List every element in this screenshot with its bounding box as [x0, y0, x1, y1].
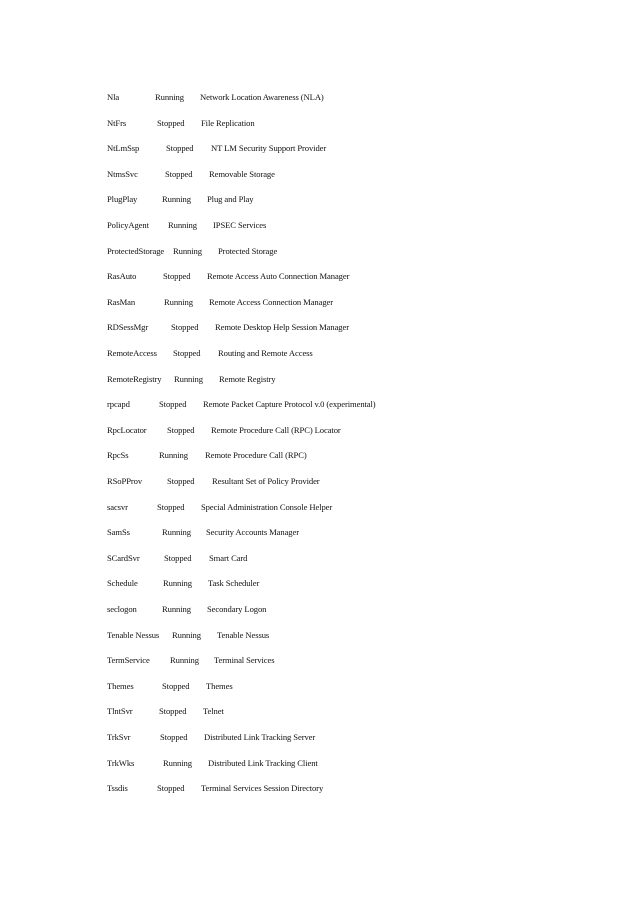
service-status: Running	[174, 373, 203, 384]
service-description: Resultant Set of Policy Provider	[212, 476, 320, 486]
service-status: Stopped	[159, 399, 187, 410]
service-status: Stopped	[165, 168, 193, 179]
service-status: Running	[164, 296, 193, 307]
service-description: Telnet	[203, 706, 224, 717]
service-name: Schedule	[107, 578, 138, 589]
service-description: NT LM Security Support Provider	[211, 143, 327, 154]
service-description: Smart Card	[209, 552, 248, 563]
service-name: RasAuto	[107, 271, 137, 282]
service-description: Removable Storage	[209, 168, 275, 179]
service-description: Terminal Services	[214, 655, 275, 666]
service-name: RDSessMgr	[107, 322, 149, 333]
service-description: Remote Access Auto Connection Manager	[207, 271, 350, 282]
service-status: Running	[155, 92, 184, 102]
service-status: Stopped	[167, 424, 195, 435]
service-name: SamSs	[107, 527, 130, 538]
service-name: RpcSs	[107, 450, 129, 461]
service-description: Remote Packet Capture Protocol v.0 (experimental)	[203, 399, 376, 410]
service-status: Stopped	[157, 501, 185, 512]
service-name: SCardSvr	[107, 552, 140, 563]
service-description: Distributed Link Tracking Server	[204, 732, 316, 742]
service-name: TrkSvr	[107, 732, 131, 742]
service-status: Stopped	[171, 322, 199, 333]
service-name: RSoPProv	[107, 476, 143, 486]
service-status: Stopped	[157, 117, 185, 128]
service-name: Themes	[107, 680, 134, 691]
service-description: Remote Procedure Call (RPC)	[205, 450, 307, 461]
service-description: Terminal Services Session Directory	[201, 783, 324, 794]
service-name: RemoteRegistry	[107, 373, 162, 384]
service-status: Stopped	[159, 706, 187, 717]
service-status: Stopped	[167, 476, 195, 486]
service-name: ProtectedStorage	[107, 245, 165, 256]
service-name: Nla	[107, 92, 120, 102]
service-description: Special Administration Console Helper	[201, 501, 333, 512]
service-status: Running	[163, 757, 192, 768]
service-description: Distributed Link Tracking Client	[208, 757, 318, 768]
service-description: Remote Registry	[219, 373, 276, 384]
service-status: Stopped	[160, 732, 188, 742]
service-name: Tssdis	[107, 783, 128, 794]
service-status: Stopped	[164, 552, 192, 563]
service-status: Running	[172, 629, 201, 640]
service-name: PolicyAgent	[107, 220, 149, 230]
service-status: Running	[162, 604, 191, 614]
service-name: Tenable Nessus	[107, 629, 160, 640]
service-description: Remote Procedure Call (RPC) Locator	[211, 424, 341, 435]
service-description: Routing and Remote Access	[218, 348, 313, 358]
service-status: Running	[168, 220, 197, 230]
service-status: Stopped	[162, 680, 190, 691]
service-status: Running	[162, 194, 191, 205]
service-name: NtFrs	[107, 117, 127, 128]
service-name: RemoteAccess	[107, 348, 157, 358]
service-status: Running	[159, 450, 188, 461]
service-status: Stopped	[166, 143, 194, 154]
service-name: NtmsSvc	[107, 168, 138, 179]
service-description: Themes	[206, 680, 233, 691]
service-description: Security Accounts Manager	[206, 527, 299, 538]
service-name: seclogon	[107, 604, 137, 614]
service-status: Stopped	[173, 348, 201, 358]
service-status: Stopped	[163, 271, 191, 282]
service-name: NtLmSsp	[107, 143, 140, 154]
service-status: Running	[163, 578, 192, 589]
service-name: RasMan	[107, 296, 136, 307]
service-description: Secondary Logon	[207, 604, 267, 614]
service-status: Running	[173, 245, 202, 256]
service-name: rpcapd	[107, 399, 130, 410]
service-status: Running	[162, 527, 191, 538]
service-description: IPSEC Services	[213, 220, 267, 230]
service-name: PlugPlay	[107, 194, 138, 205]
service-description: Remote Desktop Help Session Manager	[215, 322, 349, 333]
service-description: Task Scheduler	[208, 578, 260, 589]
service-name: RpcLocator	[107, 424, 147, 435]
service-description: Protected Storage	[218, 245, 278, 256]
service-name: TlntSvr	[107, 706, 133, 717]
service-description: File Replication	[201, 117, 255, 128]
service-description: Remote Access Connection Manager	[209, 296, 333, 307]
service-description: Tenable Nessus	[217, 629, 270, 640]
service-status: Stopped	[157, 783, 185, 794]
service-description: Network Location Awareness (NLA)	[200, 92, 324, 102]
service-name: TrkWks	[107, 757, 135, 768]
service-description: Plug and Play	[207, 194, 254, 205]
service-status: Running	[170, 655, 199, 666]
service-name: sacsvr	[107, 501, 128, 512]
service-name: TermService	[107, 655, 150, 666]
